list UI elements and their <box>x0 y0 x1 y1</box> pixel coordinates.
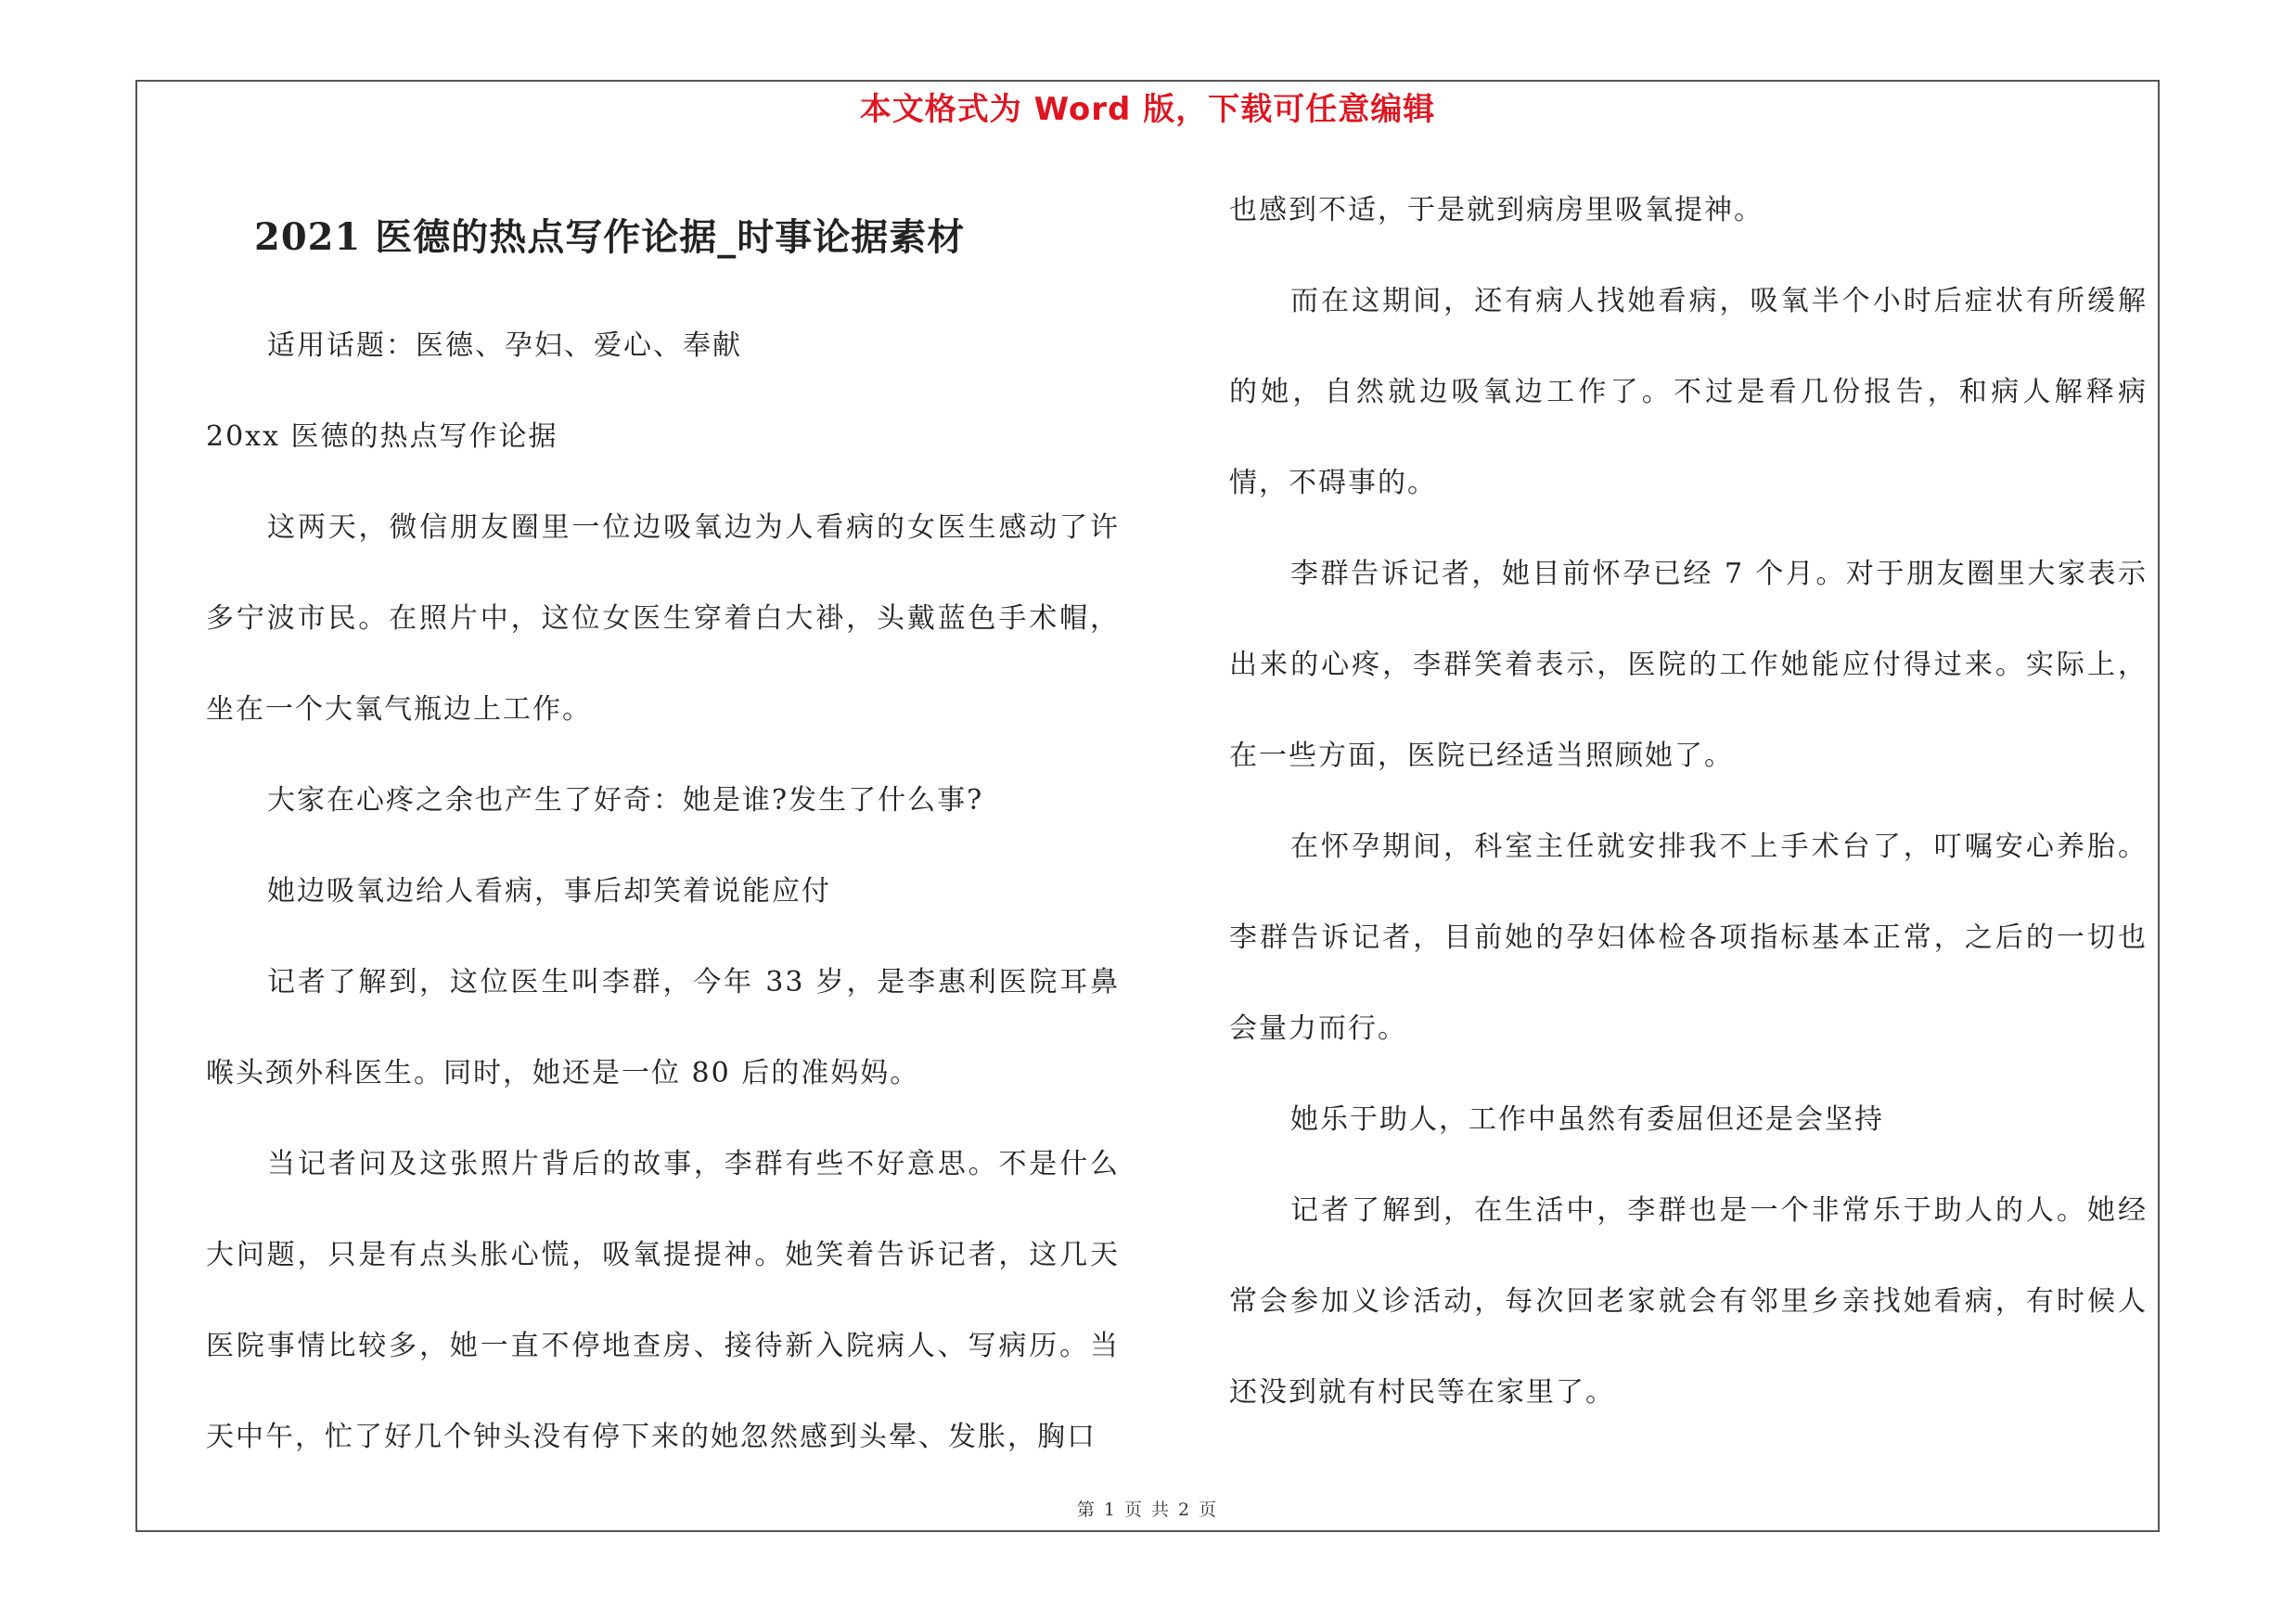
paragraph-department-care: 在怀孕期间，科室主任就安排我不上手术台了，叮嘱安心养胎。李群告诉记者，目前她的孕妇体检各项指标基本正常，之后的一切也会量力而行。 <box>1229 831 2148 1045</box>
paragraph-section-heading-2: 她乐于助人，工作中虽然有委屈但还是会坚持 <box>1290 1103 1884 1136</box>
paragraph-question: 大家在心疼之余也产生了好奇：她是谁?发生了什么事? <box>267 784 984 817</box>
left-column <box>206 176 1120 1483</box>
paragraph-topics: 适用话题：医德、孕妇、爱心、奉献 <box>267 329 742 362</box>
document-title: 2021 医德的热点写作论据_时事论据素材 <box>254 215 966 259</box>
paragraph-subheading: 20xx 医德的热点写作论据 <box>206 420 558 453</box>
paragraph-working-while-oxygen: 而在这期间，还有病人找她看病，吸氧半个小时后症状有所缓解的她，自然就边吸氧边工作了。不过是看几份报告，和病人解释病情，不碍事的。 <box>1229 285 2148 499</box>
paragraph-intro: 这两天，微信朋友圈里一位边吸氧边为人看病的女医生感动了许多宁波市民。在照片中，这位女医生穿着白大褂，头戴蓝色手术帽，坐在一个大氧气瓶边上工作。 <box>206 511 1120 726</box>
right-column <box>1229 165 2148 1438</box>
paragraph-helpful: 记者了解到，在生活中，李群也是一个非常乐于助人的人。她经常会参加义诊活动，每次回老家就会有邻里乡亲找她看病，有时候人还没到就有村民等在家里了。 <box>1229 1194 2148 1409</box>
format-notice-banner: 本文格式为 Word 版，下载可任意编辑 <box>859 91 1436 128</box>
paragraph-story: 当记者问及这张照片背后的故事，李群有些不好意思。不是什么大问题，只是有点头胀心慌，吸氧提提神。她笑着告诉记者，这几天医院事情比较多，她一直不停地查房、接待新入院病人、写病历。当天中午，忙了好几个钟头没有停下来的她忽然感到头晕、发胀，胸口 <box>206 1148 1120 1453</box>
paragraph-section-heading-1: 她边吸氧边给人看病，事后却笑着说能应付 <box>267 875 831 908</box>
paragraph-story-continued: 也感到不适，于是就到病房里吸氧提神。 <box>1229 194 1764 226</box>
paragraph-pregnancy: 李群告诉记者，她目前怀孕已经 7 个月。对于朋友圈里大家表示出来的心疼，李群笑着表示，医院的工作她能应付得过来。实际上，在一些方面，医院已经适当照顾她了。 <box>1229 558 2148 772</box>
paragraph-doctor-info: 记者了解到，这位医生叫李群，今年 33 岁，是李惠利医院耳鼻喉头颈外科医生。同时，她还是一位 80 后的准妈妈。 <box>206 966 1120 1089</box>
page-number-footer: 第 1 页 共 2 页 <box>1076 1500 1219 1520</box>
